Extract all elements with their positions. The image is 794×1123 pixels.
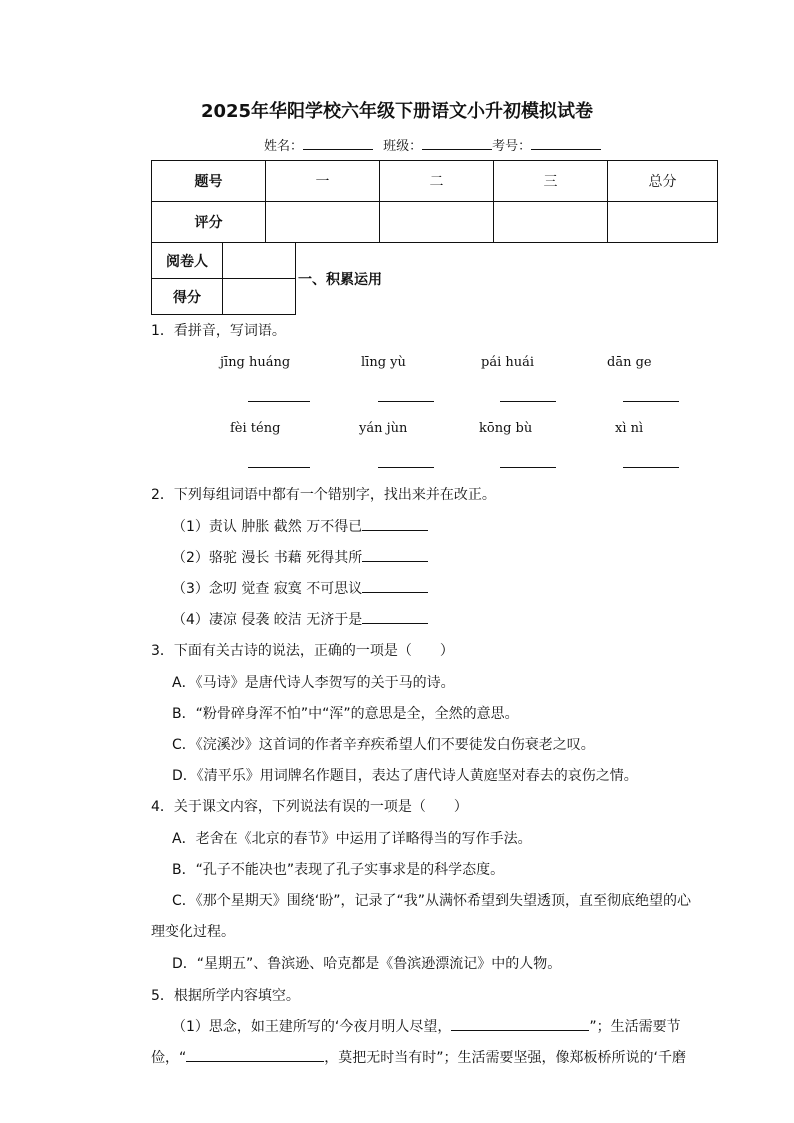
answer-blank[interactable]	[451, 1016, 589, 1031]
item-text: （2）骆驼 漫长 书藉 死得其所	[172, 550, 363, 566]
pinyin-item: jīng huáng	[220, 355, 291, 370]
class-label: 班级：	[383, 139, 423, 154]
line-text: ”；生活需要节	[589, 1019, 681, 1035]
page-title: 2025年华阳学校六年级下册语文小升初模拟试卷	[200, 101, 594, 122]
grader-row	[152, 279, 296, 315]
score-header-cell: 三	[494, 161, 608, 202]
option-a[interactable]: A．《马诗》是唐代诗人李贺写的关于马的诗。	[172, 675, 455, 691]
answer-blank[interactable]	[362, 578, 428, 593]
score-header-cell: 总分	[608, 161, 718, 202]
question-1: 1．看拼音，写词语。	[151, 323, 286, 339]
item-text: （1）责认 肿胀 截然 万不得已	[172, 519, 363, 535]
name-label: 姓名：	[264, 139, 304, 154]
item-text: （3）念叨 觉查 寂寞 不可思议	[172, 581, 363, 597]
score-header-cell: 题号	[152, 161, 266, 202]
question-2-item	[172, 547, 428, 567]
option-b[interactable]: B．“孔子不能决也”表现了孔子实事求是的科学态度。	[172, 862, 505, 878]
answer-blank[interactable]	[623, 467, 679, 468]
answer-blank[interactable]	[500, 467, 556, 468]
item-text: （4）凄凉 侵袭 皎洁 无济于是	[172, 612, 363, 628]
score-table-header-row	[152, 161, 718, 202]
exam-no-blank[interactable]	[531, 135, 601, 150]
score-row-label: 评分	[152, 202, 266, 243]
line-text: 俭，“	[151, 1050, 187, 1066]
question-2-item	[172, 609, 428, 629]
question-5: 5．根据所学内容填空。	[151, 988, 300, 1004]
score-header-cell: 一	[266, 161, 380, 202]
exam-no-label: 考号：	[492, 139, 532, 154]
score-cell[interactable]	[266, 202, 380, 243]
score-table	[151, 160, 718, 243]
class-blank[interactable]	[422, 135, 492, 150]
question-3: 3．下面有关古诗的说法，正确的一项是（ ）	[151, 643, 454, 659]
pinyin-item: xì nì	[615, 421, 644, 436]
question-4: 4．关于课文内容，下列说法有误的一项是（ ）	[151, 799, 468, 815]
question-5-line	[172, 1016, 681, 1036]
pinyin-item: līng yù	[361, 355, 406, 370]
line-text: （1）思念，如王建所写的‘今夜月明人尽望，	[172, 1019, 452, 1035]
option-c-continued: 理变化过程。	[151, 924, 235, 940]
question-5-line	[151, 1047, 686, 1067]
name-blank[interactable]	[303, 135, 373, 150]
option-c[interactable]: C．《那个星期天》围绕‘盼”，记录了“我”从满怀希望到失望透顶，直至彻底绝望的心	[172, 893, 691, 909]
pinyin-item: fèi téng	[230, 421, 281, 436]
student-info	[264, 135, 601, 154]
score-header-cell: 二	[380, 161, 494, 202]
grader-row	[152, 243, 296, 279]
section-heading: 一、积累运用	[298, 272, 382, 288]
answer-blank[interactable]	[248, 401, 310, 402]
grader-reader-label: 阅卷人	[152, 243, 223, 279]
option-a[interactable]: A．老舍在《北京的春节》中运用了详略得当的写作手法。	[172, 831, 532, 847]
answer-blank[interactable]	[623, 401, 679, 402]
answer-blank[interactable]	[362, 516, 428, 531]
pinyin-item: kōng bù	[479, 421, 533, 436]
answer-blank[interactable]	[362, 609, 428, 624]
score-cell[interactable]	[608, 202, 718, 243]
line-text: ，莫把无时当有时”；生活需要坚强，像郑板桥所说的‘千磨	[324, 1050, 686, 1066]
grader-score-label: 得分	[152, 279, 223, 315]
pinyin-item: yán jùn	[359, 421, 408, 436]
question-2: 2．下列每组词语中都有一个错别字，找出来并在改正。	[151, 487, 496, 503]
answer-blank[interactable]	[500, 401, 556, 402]
pinyin-item: dān ge	[607, 355, 652, 370]
grader-score-cell[interactable]	[223, 279, 296, 315]
answer-blank[interactable]	[248, 467, 310, 468]
score-cell[interactable]	[380, 202, 494, 243]
question-2-item	[172, 516, 428, 536]
grader-table	[151, 242, 296, 315]
option-d[interactable]: D．《清平乐》用词牌名作题目，表达了唐代诗人黄庭坚对春去的哀伤之情。	[172, 768, 638, 784]
answer-blank[interactable]	[378, 401, 434, 402]
score-table-score-row	[152, 202, 718, 243]
option-d[interactable]: D．“星期五”、鲁滨逊、哈克都是《鲁滨逊漂流记》中的人物。	[172, 956, 562, 972]
question-2-item	[172, 578, 428, 598]
grader-reader-cell[interactable]	[223, 243, 296, 279]
answer-blank[interactable]	[186, 1047, 324, 1062]
option-c[interactable]: C．《浣溪沙》这首词的作者辛弃疾希望人们不要徒发白伤衰老之叹。	[172, 737, 595, 753]
answer-blank[interactable]	[378, 467, 434, 468]
option-b[interactable]: B．“粉骨碎身浑不怕”中“浑”的意思是全，全然的意思。	[172, 706, 519, 722]
pinyin-item: pái huái	[481, 355, 535, 370]
answer-blank[interactable]	[362, 547, 428, 562]
score-cell[interactable]	[494, 202, 608, 243]
